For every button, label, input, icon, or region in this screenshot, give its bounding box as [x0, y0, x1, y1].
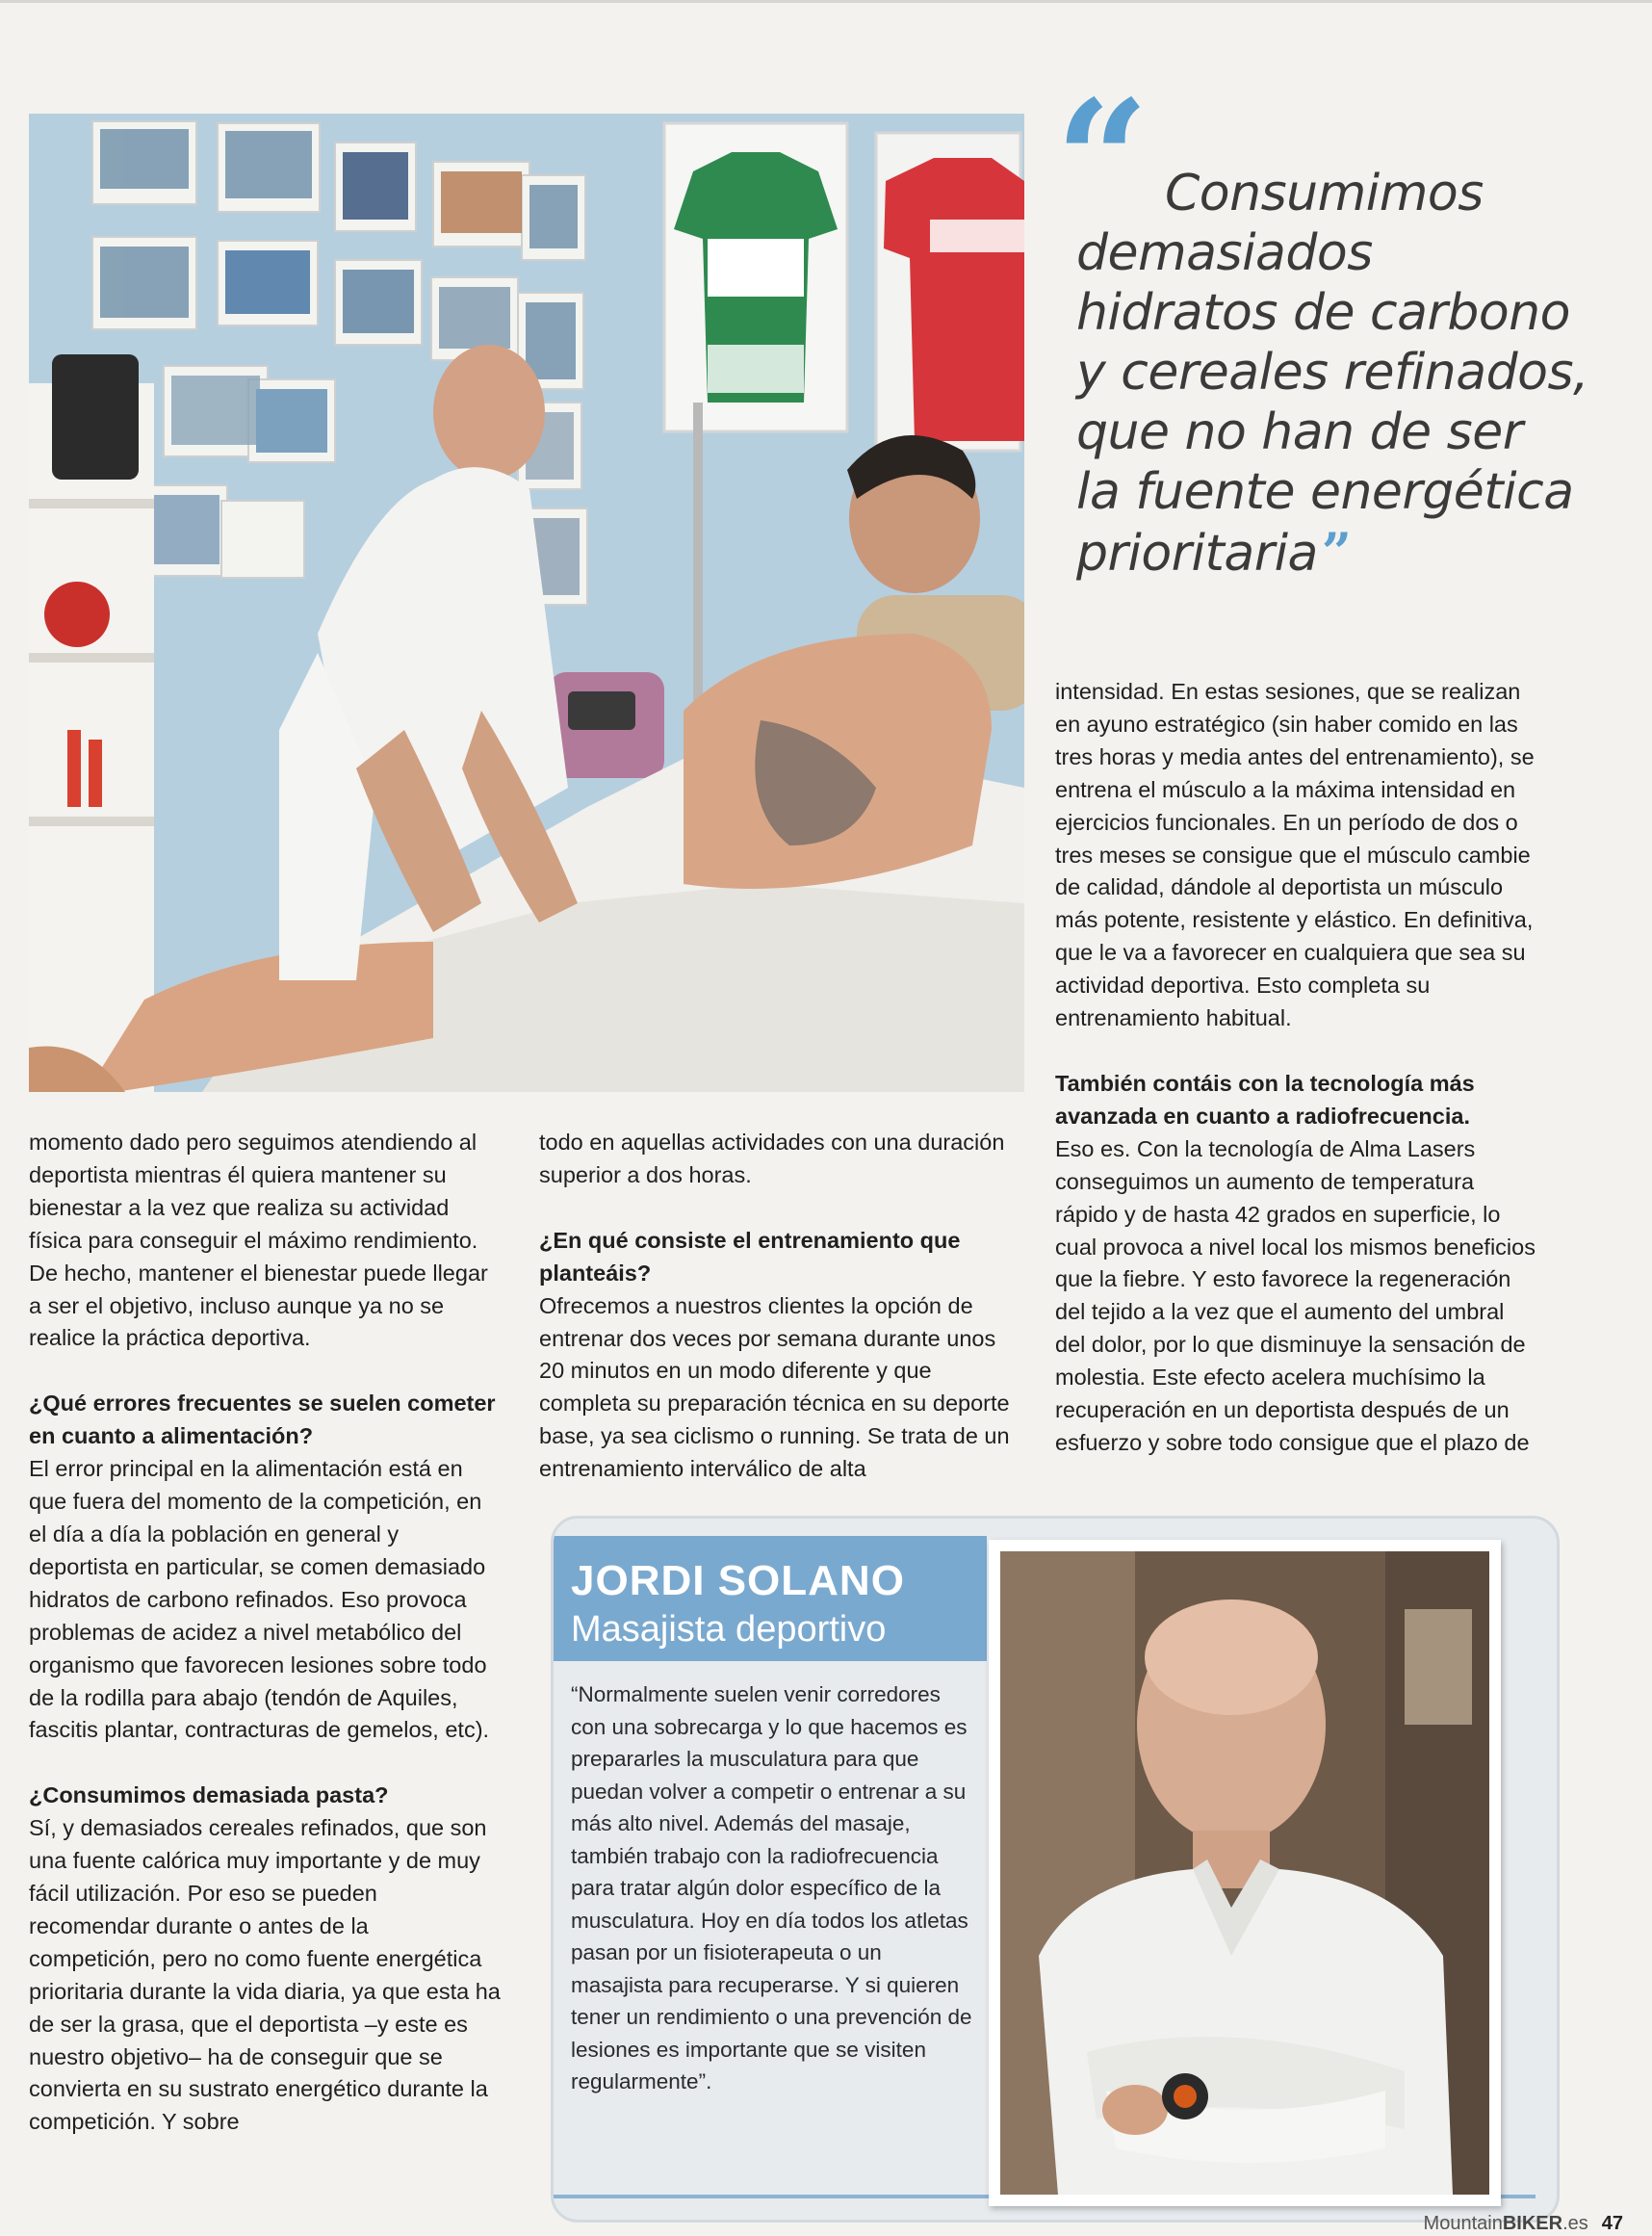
pull-quote-line: hidratos de carbono [1076, 284, 1570, 342]
pull-quote-line: la fuente energética [1076, 463, 1574, 521]
profile-name: JORDI SOLANO [571, 1557, 905, 1604]
top-rule [0, 0, 1652, 3]
page-number: 47 [1601, 2213, 1623, 2234]
open-quote-mark: “ [1055, 65, 1149, 257]
interview-answer: Eso es. Con la tecnología de Alma Lasers conseguimos un aumento de temperatura rápido y de hasta 42 grados en superficie, lo cual provoca a nivel local los mismos beneficios que la fiebre. Y esto favorece la regeneración del tejido a la vez que el aumento del umbral del dolor, por lo que disminuye la sensación de molestia. Este efecto acelera muchísimo la recuperación en un deportista después de un esfuerzo y sobre todo consigue que el plazo de [1055, 1135, 1536, 1455]
page-footer [1424, 2213, 1623, 2235]
massage-photo [29, 114, 1024, 1092]
profile-header [554, 1536, 987, 1661]
paragraph: todo en aquellas actividades con una duración superior a dos horas. [539, 1130, 1005, 1187]
interview-question: También contáis con la tecnología más avanzada en cuanto a radiofrecuencia. [1055, 1070, 1475, 1129]
footer-brand-name: BIKER [1502, 2213, 1563, 2234]
interview-question: ¿Qué errores frecuentes se suelen cometer en cuanto a alimentación? [29, 1391, 496, 1449]
portrait-photo [989, 1540, 1501, 2206]
pull-quote [1055, 65, 1633, 595]
profile-box [551, 1516, 1560, 2223]
interview-answer: El error principal en la alimentación está en que fuera del momento de la competición, en el día a día la población en general y deportista en particular, se comen demasiado hidratos de carbono refinados. Eso provoca problemas de acidez a nivel metabólico del organismo que favorecen lesiones sobre todo de la rodilla para abajo (tendón de Aquiles, fascitis plantar, contracturas de gemelos, etc). [29, 1456, 490, 1743]
pull-quote-line: prioritaria [1076, 525, 1318, 583]
footer-brand-suffix: .es [1562, 2213, 1588, 2234]
pull-quote-line: y cereales refinados, [1076, 344, 1589, 402]
interview-answer: Sí, y demasiados cereales refinados, que son una fuente calórica muy importante y de muy fácil utilización. Por eso se pueden recomendar durante o antes de la competición, pero no como fuente energética prioritaria durante la vida diaria, ya que esta ha de ser la grasa, que el deportista –y este es nuestro objetivo– ha de conseguir que se convierta en su sustrato energético durante la competición. Y sobre [29, 1815, 501, 2135]
pull-quote-line: que no han de ser [1076, 403, 1523, 461]
body-column-3 [1055, 676, 1536, 1460]
profile-quote: “Normalmente suelen venir corredores con una sobrecarga y lo que hacemos es prepararles la musculatura para que puedan volver a competir o entrenar a su más alto nivel. Además del masaje, también trabajo con la radiofrecuencia para tratar algún dolor específico de la musculatura. Hoy en día todos los atletas pasan por un fisioterapeuta o un masajista para recuperarse. Y si quieren tener un rendimiento o una prevención de lesiones es importante que se visiten regularmente”. [571, 1682, 972, 2093]
pull-quote-line: Consumimos [1165, 165, 1484, 222]
body-column-2 [539, 1127, 1020, 1486]
interview-question: ¿En qué consiste el entrenamiento que planteáis? [539, 1227, 961, 1286]
pull-quote-text [1076, 164, 1644, 584]
pull-quote-line: demasiados [1076, 224, 1373, 282]
interview-question: ¿Consumimos demasiada pasta? [29, 1782, 389, 1808]
interview-answer: Ofrecemos a nuestros clientes la opción de entrenar dos veces por semana durante unos 20 minutos en un modo diferente y que completa su preparación técnica en su deporte base, ya sea ciclismo o running. Se trata de un entrenamiento interválico de alta [539, 1292, 1010, 1482]
profile-role: Masajista deportivo [571, 1609, 887, 1650]
footer-brand-prefix: Mountain [1423, 2213, 1503, 2234]
paragraph: intensidad. En estas sesiones, que se realizan en ayuno estratégico (sin haber comido en las tres horas y media antes del entrenamiento), se entrena el músculo a la máxima intensidad en ejercicios funcionales. En un período de dos o tres meses se consigue que el músculo cambie de calidad, dándole al deportista un músculo más potente, resistente y elástico. En definitiva, que le va a favorecer en cualquiera que sea su actividad deportiva. Esto completa su entrenamiento habitual. [1055, 679, 1535, 1031]
paragraph: momento dado pero seguimos atendiendo al deportista mientras él quiera mantener su bienestar a la vez que realiza su actividad física para conseguir el máximo rendimiento. De hecho, mantener el bienestar puede llegar a ser el objetivo, incluso aunque ya no se realice la práctica deportiva. [29, 1130, 488, 1351]
close-quote-mark: ” [1321, 521, 1352, 583]
body-column-1 [29, 1127, 501, 2139]
